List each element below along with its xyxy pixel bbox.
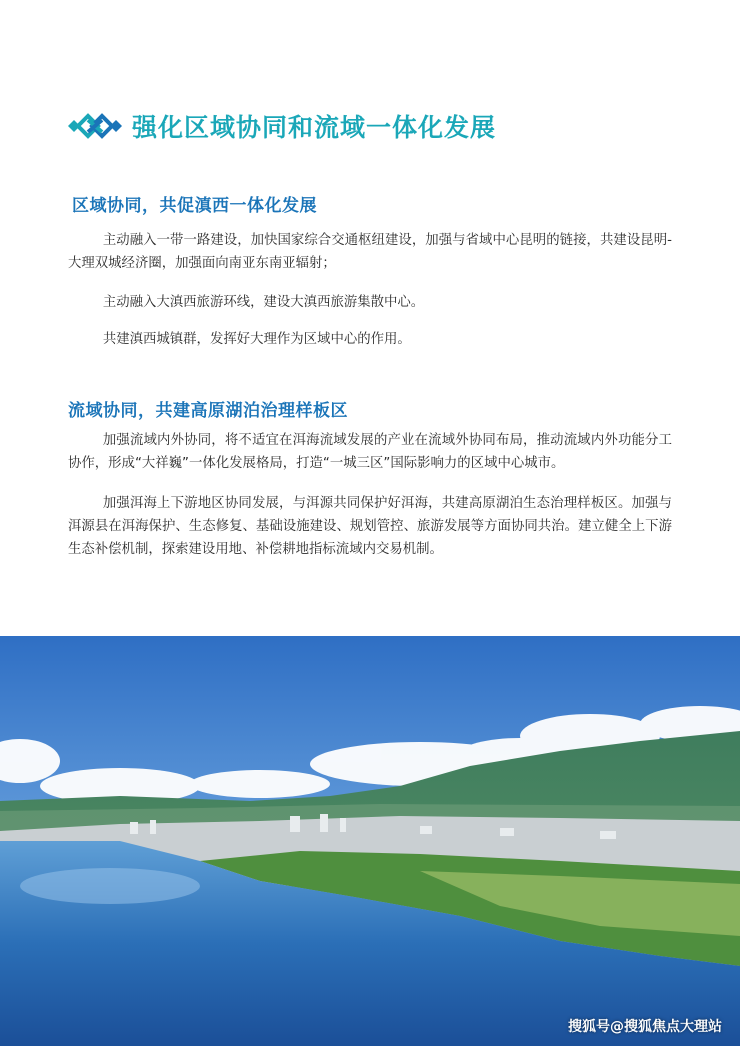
diamond-emblem-icon bbox=[66, 106, 124, 146]
watermark: 搜狐号@搜狐焦点大理站 bbox=[568, 1019, 722, 1035]
title-row bbox=[66, 106, 496, 146]
paragraph: 主动融入大滇西旅游环线，建设大滇西旅游集散中心。 bbox=[102, 295, 425, 310]
page-title: 强化区域协同和流域一体化发展 bbox=[132, 113, 497, 142]
section-heading-basin: 流域协同，共建高原湖泊治理样板区 bbox=[68, 401, 348, 421]
paragraph: 主动融入一带一路建设，加快国家综合交通枢纽建设，加强与省域中心昆明的链接，共建设昆明-大理双城经济圈，加强面向南亚东南亚辐射； bbox=[68, 233, 672, 271]
dali-erhai-lake-landscape-icon bbox=[0, 636, 740, 1046]
paragraph: 加强流域内外协同，将不适宜在洱海流域发展的产业在流域外协同布局，推动流域内外功能分工协作，形成“大祥巍”一体化发展格局，打造“一城三区”国际影响力的区域中心城市。 bbox=[68, 433, 672, 471]
paragraph: 加强洱海上下游地区协同发展，与洱源共同保护好洱海，共建高原湖泊生态治理样板区。加强与洱源县在洱海保护、生态修复、基础设施建设、规划管控、旅游发展等方面协同共治。建立健全上下游生态补偿机制，探索建设用地、补偿耕地指标流域内交易机制。 bbox=[68, 496, 672, 557]
landscape-photo bbox=[0, 636, 740, 1046]
section-heading-regional: 区域协同，共促滇西一体化发展 bbox=[72, 196, 317, 216]
paragraph: 共建滇西城镇群，发挥好大理作为区域中心的作用。 bbox=[102, 332, 411, 347]
